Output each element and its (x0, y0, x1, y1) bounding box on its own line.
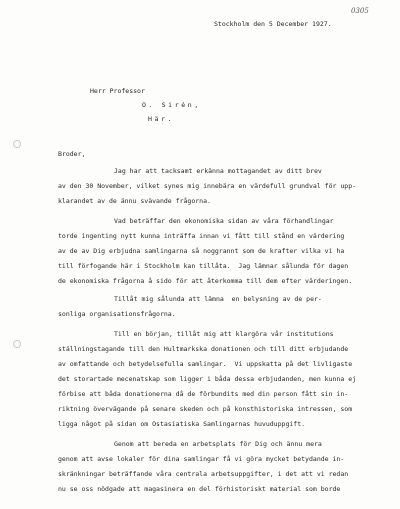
body-line: Vad beträffar den ekonomiska sidan av våra förhandlingar (114, 217, 334, 225)
body-line: de ekonomiska frågorna å sido för att återkomma till dem efter värderingen. (58, 277, 353, 285)
body-line: torde ingenting nytt kunna inträffa innan vi fått till stånd en värdering (58, 232, 345, 240)
body-line: av den 30 November, vilket synes mig innebära en värdefull grundval för upp- (58, 182, 357, 190)
body-line: sonliga organisationsfrågorna. (58, 310, 176, 318)
body-line: ställningstagande till den Hultmarkska donationen och till ditt erbjudande (58, 345, 349, 353)
body-line: ligga något på sidan om Ostasiatiska Samlingarnas huvuduppgift. (58, 420, 306, 428)
body-line: Till en början, tillåt mig att klargöra vår institutions (114, 330, 334, 338)
body-line: skränkningar beträffande våra centrala arbetsuppgifter, i det att vi redan (58, 470, 349, 478)
body-line: Genom att bereda en arbetsplats för Dig och ännu mera (114, 440, 322, 448)
body-line: genom att avse lokaler för dina samlingar få vi göra mycket betydande in- (58, 455, 345, 463)
recipient-name: O. Sirén, (142, 101, 201, 109)
punch-hole (13, 140, 21, 148)
date-line: Stockholm den 5 December 1927. (214, 20, 332, 28)
archive-mark: 0305 (351, 7, 369, 15)
recipient-title: Herr Professor (90, 87, 145, 95)
body-line: förbise att båda donationerna då de förbundits med din person fått sin in- (58, 390, 349, 398)
body-line: av de av Dig erbjudna samlingarna så noggrannt som de krafter vilka vi ha (58, 247, 345, 255)
body-line: Jag har att tacksamt erkänna mottagandet av ditt brev (114, 167, 322, 175)
body-line: av omfattande och betydelsefulla samlingar. Vi uppskatta på det livligaste (58, 360, 353, 368)
body-line: Tillåt mig sålunda att lämna en belysning av de per- (114, 295, 322, 303)
body-line: riktning övervägande på senare skeden och på konsthistoriska intressen, som (58, 405, 353, 413)
salutation: Broder, (58, 150, 86, 158)
body-line: nu se oss nödgade att magasinera en del förhistoriskt material som borde (58, 485, 341, 493)
recipient-place: Här. (148, 115, 175, 123)
body-line: till förfogande här i Stockholm kan tillåta. Jag lämnar sålunda för dagen (58, 262, 349, 270)
punch-hole (13, 340, 21, 348)
body-line: klarandet av de ännu svävande frågorna. (58, 197, 211, 205)
body-line: det storartade mecenatskap som ligger i båda dessa erbjudanden, men kunna ej (58, 375, 357, 383)
